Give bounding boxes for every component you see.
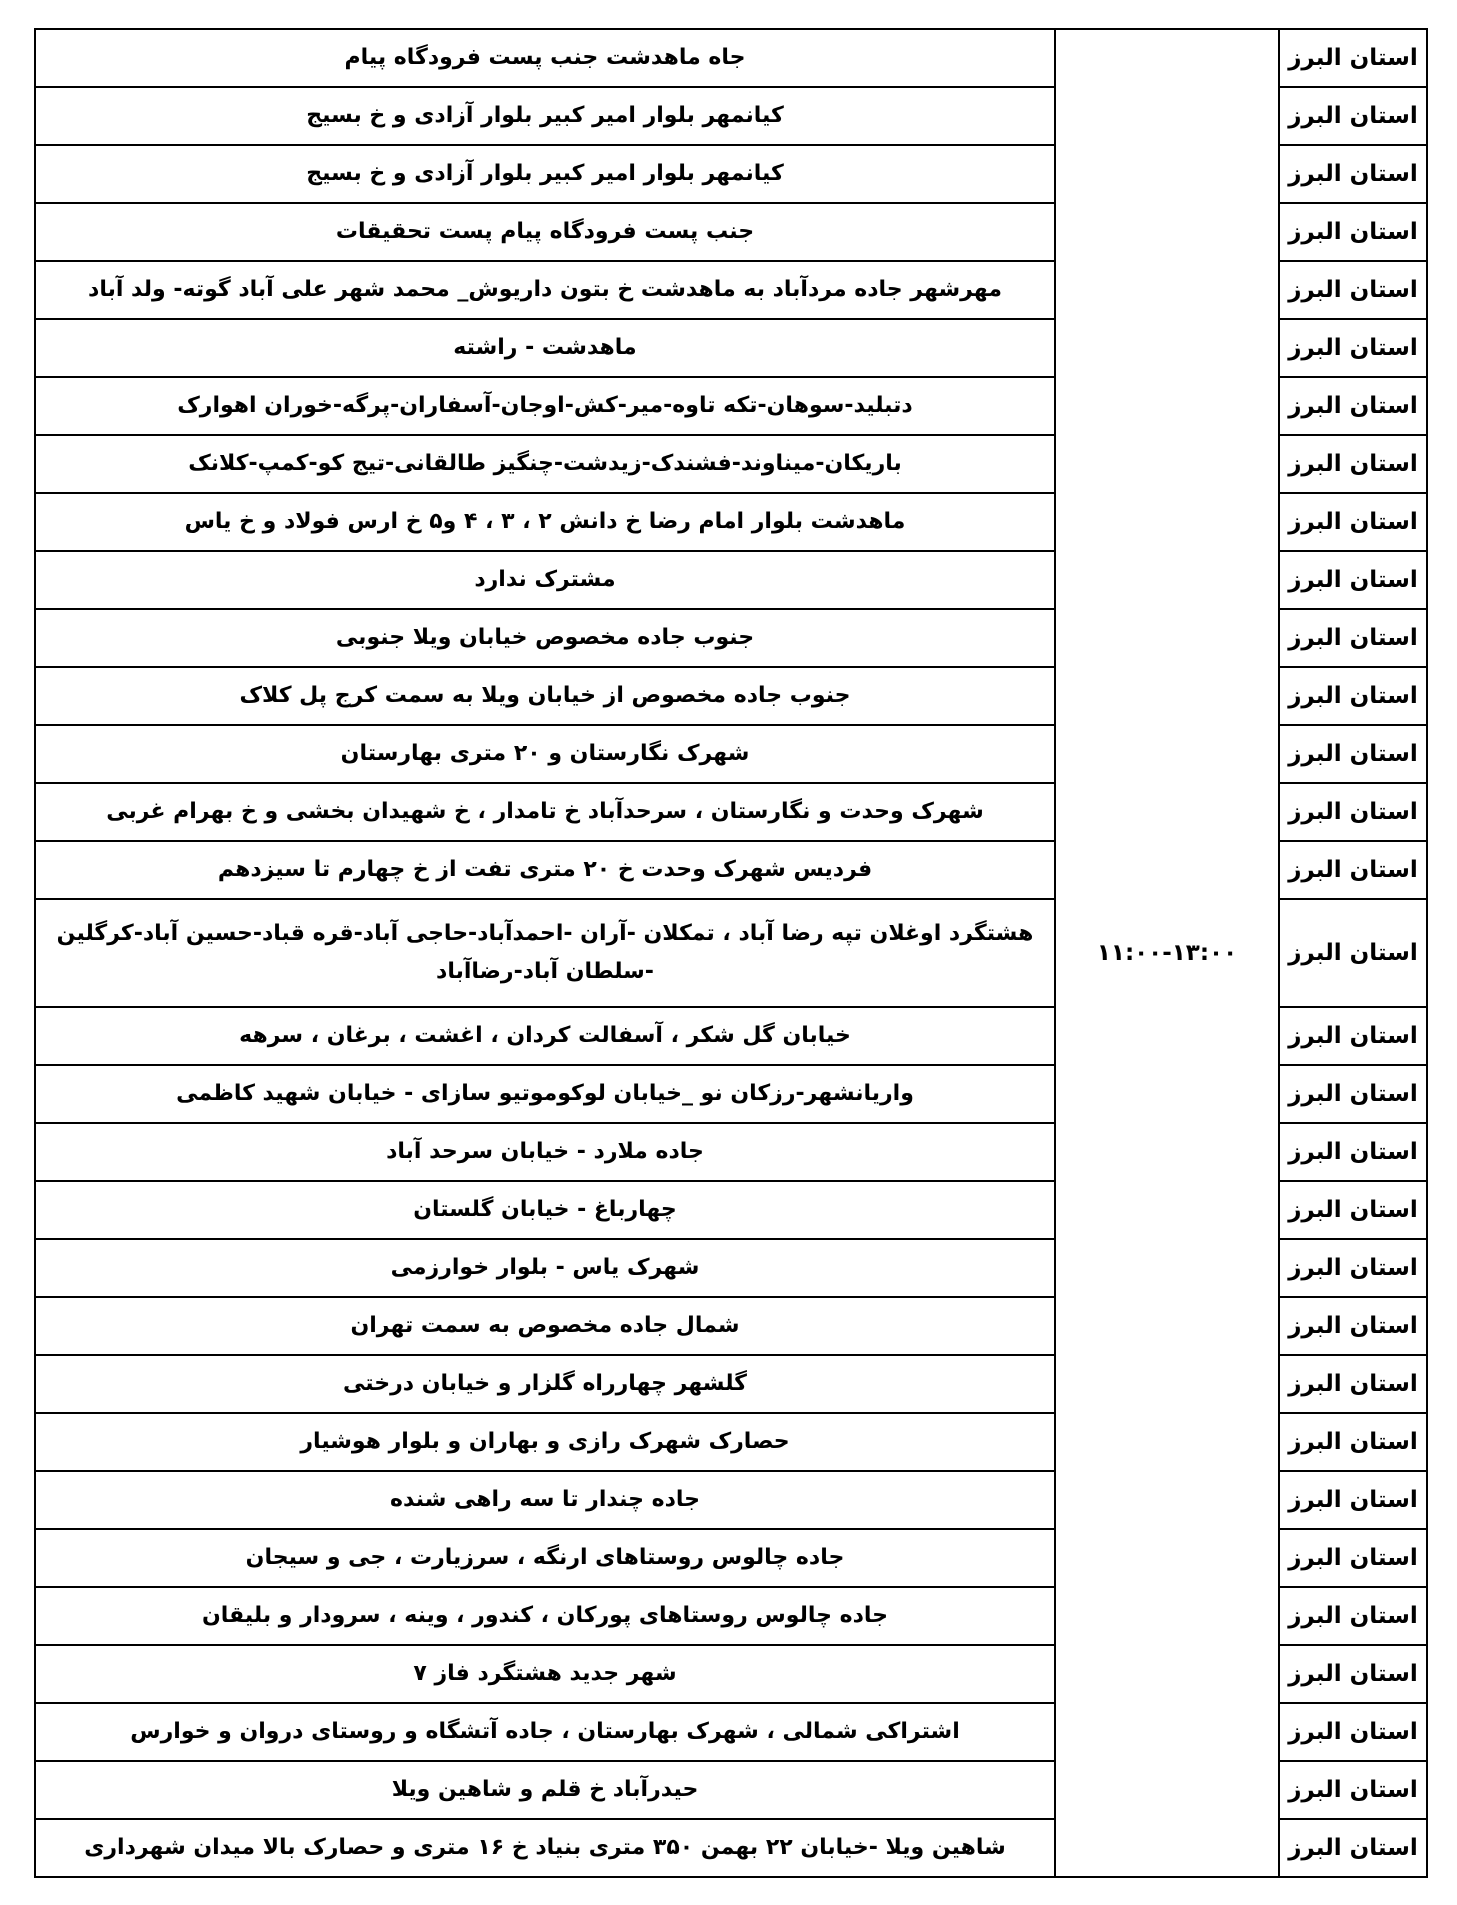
area-cell: ماهدشت - راشته: [35, 319, 1055, 377]
province-cell: استان البرز: [1279, 1007, 1427, 1065]
province-cell: استان البرز: [1279, 1819, 1427, 1877]
province-cell: استان البرز: [1279, 551, 1427, 609]
province-cell: استان البرز: [1279, 841, 1427, 899]
province-cell: استان البرز: [1279, 1123, 1427, 1181]
area-cell: شهر جدید هشتگرد فاز ۷: [35, 1645, 1055, 1703]
province-cell: استان البرز: [1279, 725, 1427, 783]
area-cell: اشتراکی شمالی ، شهرک بهارستان ، جاده آتشگاه و روستای دروان و خوارس: [35, 1703, 1055, 1761]
province-cell: استان البرز: [1279, 377, 1427, 435]
area-cell: کیانمهر بلوار امیر کبیر بلوار آزادی و خ بسیج: [35, 145, 1055, 203]
area-cell: شهرک نگارستان و ۲۰ متری بهارستان: [35, 725, 1055, 783]
area-cell: جنوب جاده مخصوص از خیابان ویلا به سمت کرج پل کلاک: [35, 667, 1055, 725]
province-cell: استان البرز: [1279, 1703, 1427, 1761]
area-cell: چهارباغ - خیابان گلستان: [35, 1181, 1055, 1239]
area-cell: هشتگرد اوغلان تپه رضا آباد ، تمکلان -آران -احمدآباد-حاجی آباد-قره قباد-حسین آباد-کرگلین -سلطان آباد-رضاآباد: [35, 899, 1055, 1007]
area-cell: مهرشهر جاده مردآباد به ماهدشت خ بتون داریوش_ محمد شهر علی آباد گوته- ولد آباد: [35, 261, 1055, 319]
area-cell: شهرک یاس - بلوار خوارزمی: [35, 1239, 1055, 1297]
schedule-body: [35, 29, 1427, 1877]
province-cell: استان البرز: [1279, 203, 1427, 261]
province-cell: استان البرز: [1279, 1471, 1427, 1529]
province-cell: استان البرز: [1279, 1413, 1427, 1471]
area-cell: شهرک وحدت و نگارستان ، سرحدآباد خ تامدار ، خ شهیدان بخشی و خ بهرام غربی: [35, 783, 1055, 841]
area-cell: جاه ماهدشت جنب پست فرودگاه پیام: [35, 29, 1055, 87]
province-cell: استان البرز: [1279, 29, 1427, 87]
province-cell: استان البرز: [1279, 1181, 1427, 1239]
area-cell: دتبلید-سوهان-تکه تاوه-میر-کش-اوجان-آسفاران-پرگه-خوران اهوارک: [35, 377, 1055, 435]
area-cell: مشترک ندارد: [35, 551, 1055, 609]
area-cell: حصارک شهرک رازی و بهاران و بلوار هوشیار: [35, 1413, 1055, 1471]
area-cell: حیدرآباد خ قلم و شاهین ویلا: [35, 1761, 1055, 1819]
province-cell: استان البرز: [1279, 1355, 1427, 1413]
province-cell: استان البرز: [1279, 1297, 1427, 1355]
area-cell: ماهدشت بلوار امام رضا خ دانش ۲ ، ۳ ، ۴ و۵ خ ارس فولاد و خ یاس: [35, 493, 1055, 551]
outage-schedule-table: [34, 28, 1428, 1878]
province-cell: استان البرز: [1279, 145, 1427, 203]
province-cell: استان البرز: [1279, 261, 1427, 319]
area-cell: باریکان-میناوند-فشندک-زیدشت-چنگیز طالقانی-تیج کو-کمپ-کلانک: [35, 435, 1055, 493]
area-cell: جنب پست فرودگاه پیام پست تحقیقات: [35, 203, 1055, 261]
province-cell: استان البرز: [1279, 319, 1427, 377]
time-range-cell: ۱۱:۰۰-۱۳:۰۰: [1055, 29, 1279, 1877]
table-row: [35, 29, 1427, 87]
area-cell: جنوب جاده مخصوص خیابان ویلا جنوبی: [35, 609, 1055, 667]
province-cell: استان البرز: [1279, 1645, 1427, 1703]
province-cell: استان البرز: [1279, 1065, 1427, 1123]
province-cell: استان البرز: [1279, 899, 1427, 1007]
area-cell: گلشهر چهارراه گلزار و خیابان درختی: [35, 1355, 1055, 1413]
area-cell: کیانمهر بلوار امیر کبیر بلوار آزادی و خ بسیج: [35, 87, 1055, 145]
area-cell: جاده ملارد - خیابان سرحد آباد: [35, 1123, 1055, 1181]
province-cell: استان البرز: [1279, 1761, 1427, 1819]
province-cell: استان البرز: [1279, 87, 1427, 145]
province-cell: استان البرز: [1279, 1529, 1427, 1587]
province-cell: استان البرز: [1279, 667, 1427, 725]
province-cell: استان البرز: [1279, 1587, 1427, 1645]
province-cell: استان البرز: [1279, 1239, 1427, 1297]
province-cell: استان البرز: [1279, 493, 1427, 551]
area-cell: فردیس شهرک وحدت خ ۲۰ متری تفت از خ چهارم تا سیزدهم: [35, 841, 1055, 899]
province-cell: استان البرز: [1279, 435, 1427, 493]
area-cell: جاده چندار تا سه راهی شنده: [35, 1471, 1055, 1529]
area-cell: واریانشهر-رزکان نو _خیابان لوکوموتیو سازای - خیابان شهید کاظمی: [35, 1065, 1055, 1123]
area-cell: خیابان گل شکر ، آسفالت کردان ، اغشت ، برغان ، سرهه: [35, 1007, 1055, 1065]
area-cell: جاده چالوس روستاهای پورکان ، کندور ، وینه ، سرودار و بلیقان: [35, 1587, 1055, 1645]
area-cell: شمال جاده مخصوص به سمت تهران: [35, 1297, 1055, 1355]
province-cell: استان البرز: [1279, 609, 1427, 667]
area-cell: جاده چالوس روستاهای ارنگه ، سرزیارت ، جی و سیجان: [35, 1529, 1055, 1587]
province-cell: استان البرز: [1279, 783, 1427, 841]
area-cell: شاهین ویلا -خیابان ۲۲ بهمن ۳۵۰ متری بنیاد خ ۱۶ متری و حصارک بالا میدان شهرداری: [35, 1819, 1055, 1877]
